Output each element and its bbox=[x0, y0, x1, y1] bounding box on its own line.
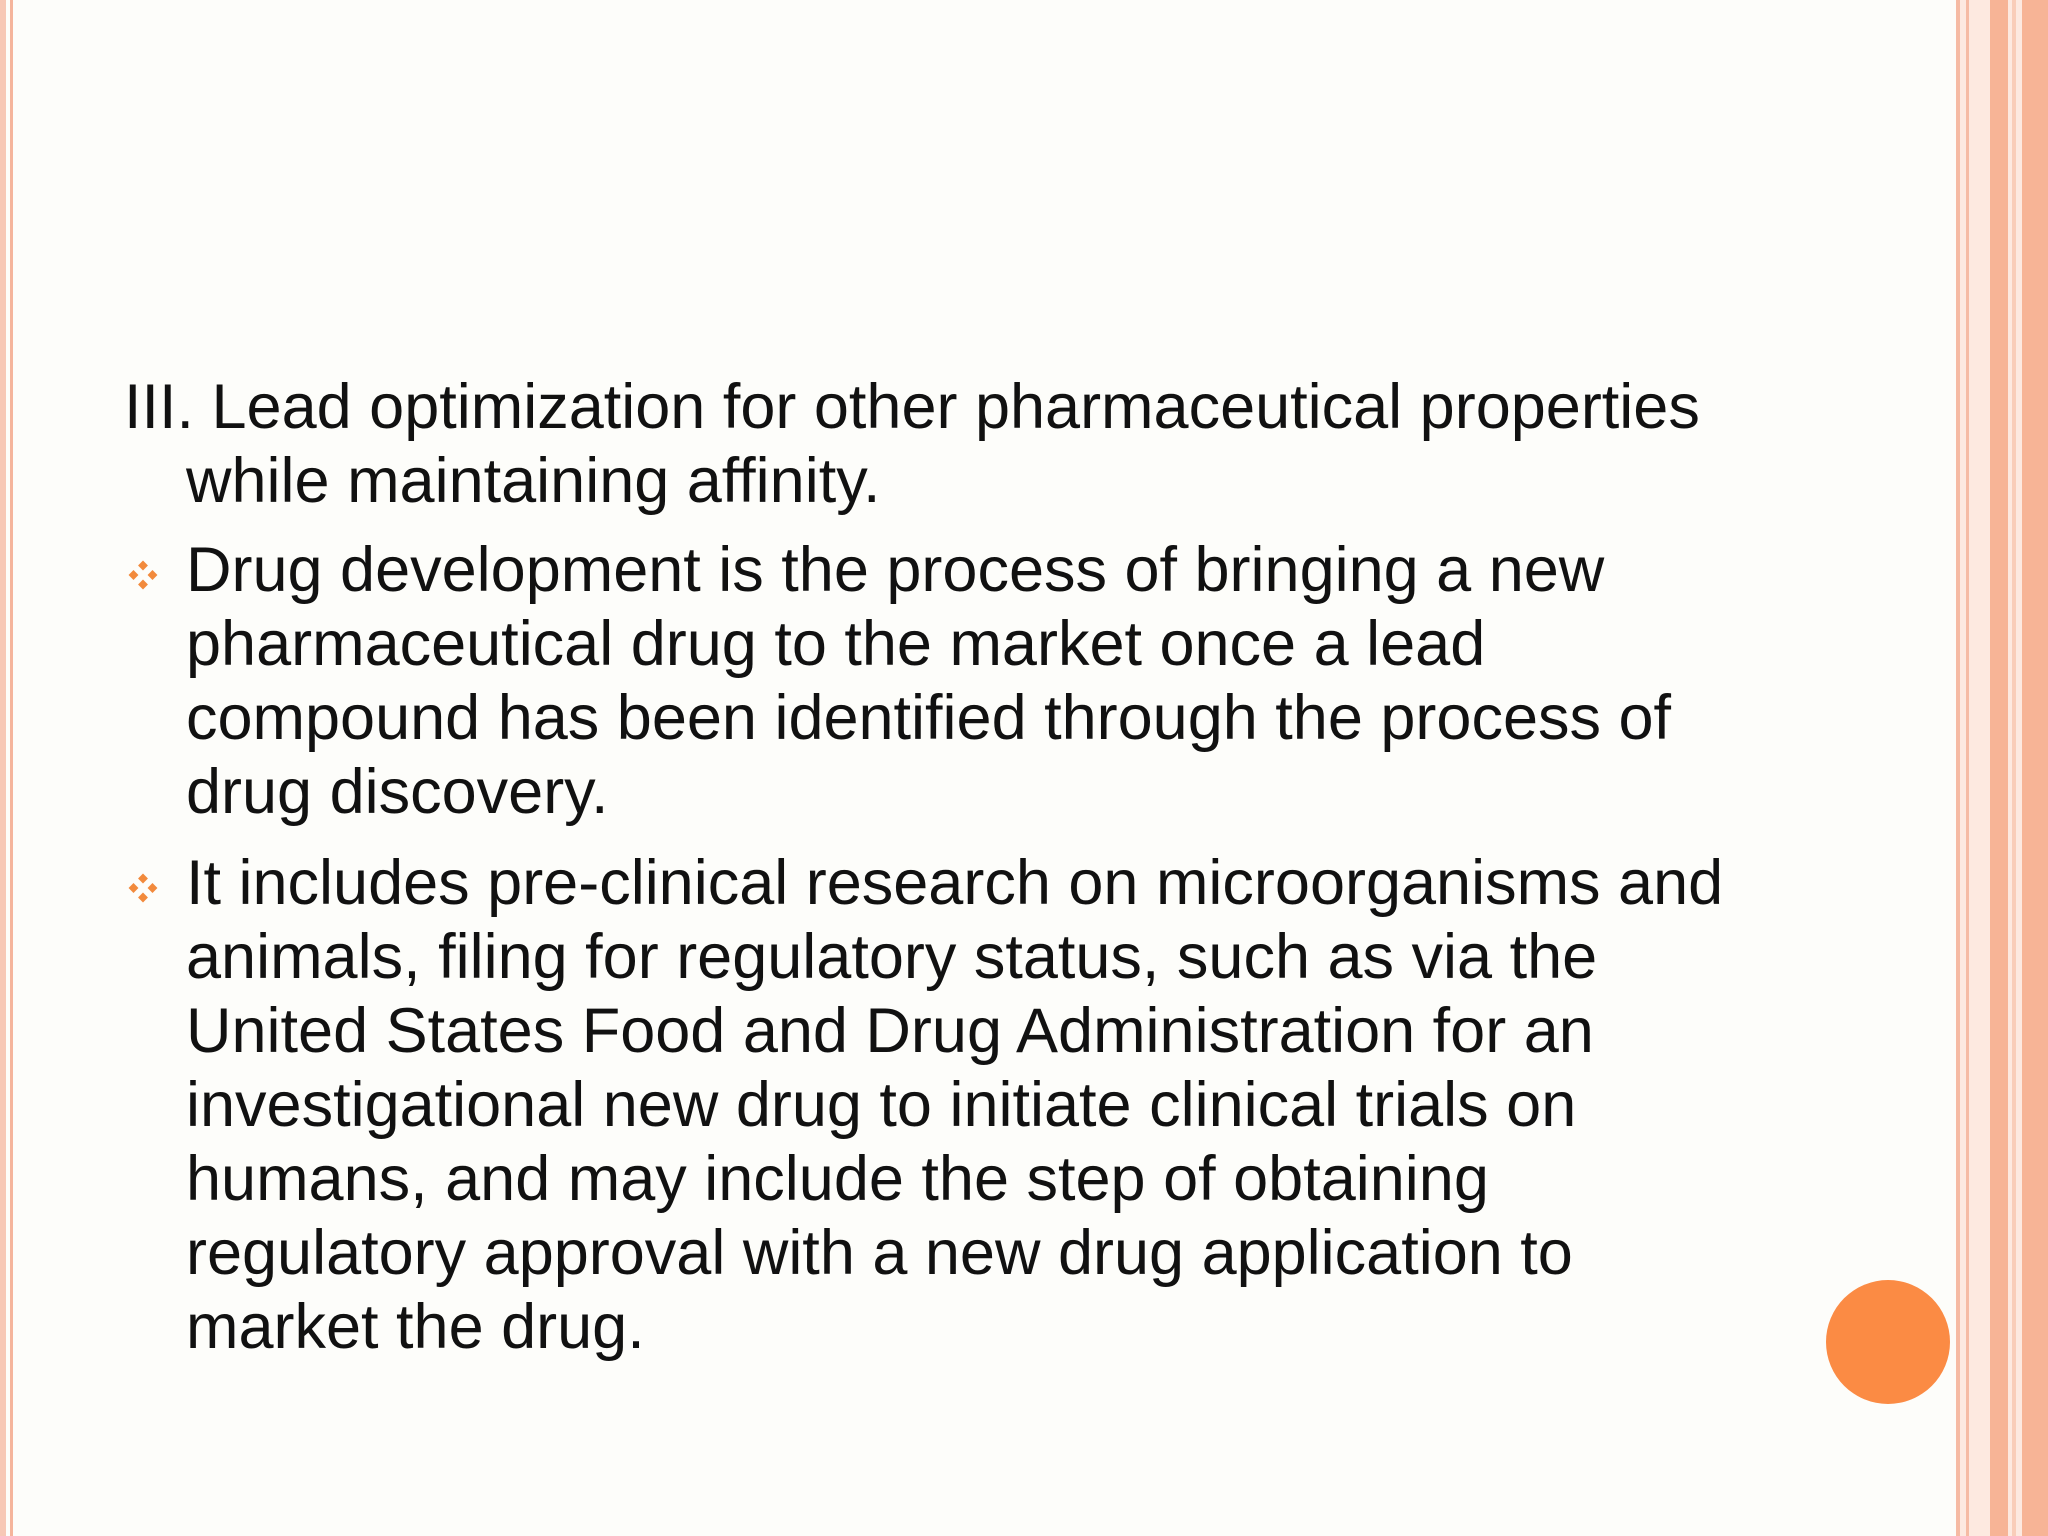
right-border-stripe bbox=[2022, 0, 2048, 1536]
right-border-line bbox=[1956, 0, 1960, 1536]
accent-circle bbox=[1826, 1280, 1950, 1404]
bullet-item: It includes pre-clinical research on microorganisms and animals, filing for regulatory status, such as via the United States Food and Drug Administration for an investigational new drug to initiate clinical trials on humans, and may include the step of obtaining regulatory approval with a new drug application to market the drug. bbox=[186, 848, 1724, 1362]
right-border-stripe bbox=[1990, 0, 2008, 1536]
right-border-line bbox=[2012, 0, 2016, 1536]
left-border-line bbox=[10, 0, 13, 1536]
slide-heading: III. Lead optimization for other pharmaceutical properties while maintaining affinity. bbox=[124, 372, 1700, 516]
diamond-bullet-icon bbox=[128, 873, 158, 903]
diamond-bullet-icon bbox=[128, 560, 158, 590]
right-border-line bbox=[1966, 0, 1969, 1536]
bullet-item: Drug development is the process of bringing a new pharmaceutical drug to the market once a lead compound has been identified through the process of drug discovery. bbox=[186, 535, 1672, 827]
left-border-stripe bbox=[0, 0, 6, 1536]
